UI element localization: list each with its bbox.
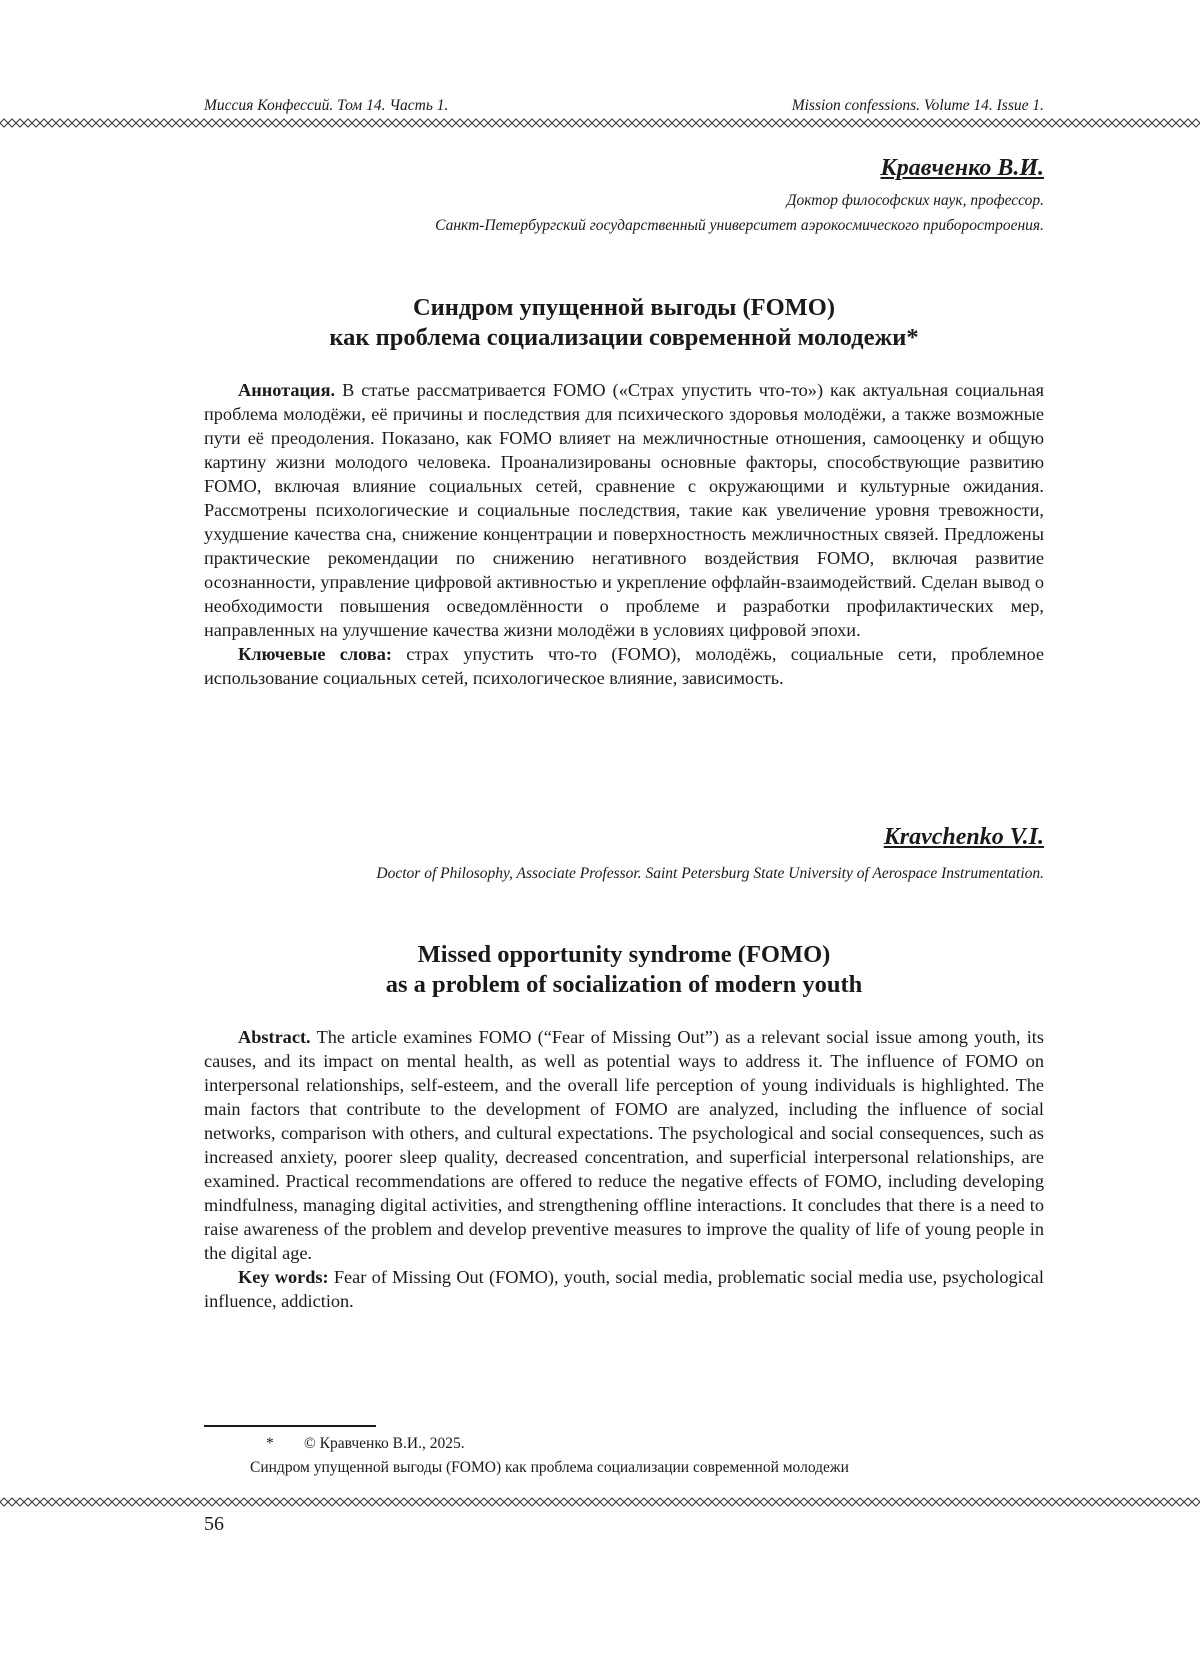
author-name-en: Kravchenko V.I.	[883, 824, 1044, 850]
footnote-mark: *	[266, 1435, 274, 1452]
abstract-en	[204, 1025, 1044, 1313]
keywords-label: Key words:	[238, 1267, 329, 1287]
footnote-copyright: © Кравченко В.И., 2025.	[304, 1435, 465, 1452]
article-title-en	[204, 940, 1044, 1000]
footer-divider	[0, 1497, 1200, 1507]
article-title-ru	[204, 293, 1044, 353]
abstract-text: В статье рассматривается FOMO («Страх упустить что-то») как актуальная социальная проблема молодёжи, её причины и последствия для психического здоровья молодёжи, а также возможные пути её преодоления. Показано, как FOMO влияет на межличностные отношения, самооценку и общую картину жизни молодого человека. Проанализированы основные факторы, способствующие развитию FOMO, включая влияние социальных сетей, сравнение с окружающими и культурные ожидания. Рассмотрены психологические и социальные последствия, такие как увеличение уровня тревожности, ухудшение качества сна, снижение концентрации и поверхностность межличностных связей. Предложены практические рекомендации по снижению негативного воздействия FOMO, включая развитие осознанности, управление цифровой активностью и укрепление оффлайн-взаимодействий. Сделан вывод о необходимости повышения осведомлённости о проблеме и разработки профилактических мер, направленных на улучшение качества жизни молодёжи в условиях цифровой эпохи.	[204, 380, 1044, 640]
header-journal-ru: Миссия Конфессий. Том 14. Часть 1.	[204, 97, 449, 114]
title-line: как проблема социализации современной молодежи*	[329, 324, 919, 351]
author-affiliation-ru	[435, 188, 1044, 238]
title-line: as a problem of socialization of modern youth	[385, 971, 863, 998]
header-divider	[0, 118, 1200, 128]
page-number: 56	[204, 1513, 224, 1535]
footnote-title: Синдром упущенной выгоды (FOMO) как проблема социализации современной молодежи	[250, 1459, 849, 1476]
keywords-text: страх упустить что-то (FOMO), молодёжь, социальные сети, проблемное использование социальных сетей, психологическое влияние, зависимость.	[204, 644, 1044, 688]
title-line: Missed opportunity syndrome (FOMO)	[417, 941, 831, 968]
abstract-label: Аннотация.	[238, 380, 336, 400]
footnote	[250, 1432, 849, 1480]
keywords-paragraph	[204, 1265, 1044, 1313]
footnote-line	[250, 1432, 849, 1456]
footnote-rule	[204, 1425, 376, 1427]
keywords-paragraph	[204, 642, 1044, 690]
keywords-text: Fear of Missing Out (FOMO), youth, social media, problematic social media use, psychological influence, addiction.	[204, 1267, 1044, 1311]
author-affiliation-en: Doctor of Philosophy, Associate Professor. Saint Petersburg State University of Aerospace Instrumentation.	[376, 865, 1044, 882]
abstract-paragraph	[204, 378, 1044, 642]
header-journal-en: Mission confessions. Volume 14. Issue 1.	[791, 97, 1044, 114]
author-name-ru: Кравченко В.И.	[880, 155, 1044, 181]
running-header	[204, 97, 1044, 119]
keywords-label: Ключевые слова:	[238, 644, 392, 664]
affiliation-degree: Доктор философских наук, профессор.	[786, 192, 1044, 209]
abstract-text: The article examines FOMO (“Fear of Missing Out”) as a relevant social issue among youth, its causes, and its impact on mental health, as well as potential ways to address it. The influence of FOMO on interpersonal relationships, self-esteem, and the overall life perception of young individuals is highlighted. The main factors that contribute to the development of FOMO are analyzed, including the influence of social networks, comparison with others, and cultural expectations. The psychological and social consequences, such as increased anxiety, poorer sleep quality, decreased concentration, and superficial interpersonal relationships, are examined. Practical recommendations are offered to reduce the negative effects of FOMO, including developing mindfulness, managing digital activities, and strengthening offline interactions. It concludes that there is a need to raise awareness of the problem and develop preventive measures to improve the quality of life of young people in the digital age.	[204, 1027, 1044, 1263]
abstract-ru	[204, 378, 1044, 690]
abstract-label: Abstract.	[238, 1027, 311, 1047]
abstract-paragraph	[204, 1025, 1044, 1265]
affiliation-university: Санкт-Петербургский государственный университет аэрокосмического приборостроения.	[435, 217, 1044, 234]
title-line: Синдром упущенной выгоды (FOMO)	[412, 294, 836, 321]
